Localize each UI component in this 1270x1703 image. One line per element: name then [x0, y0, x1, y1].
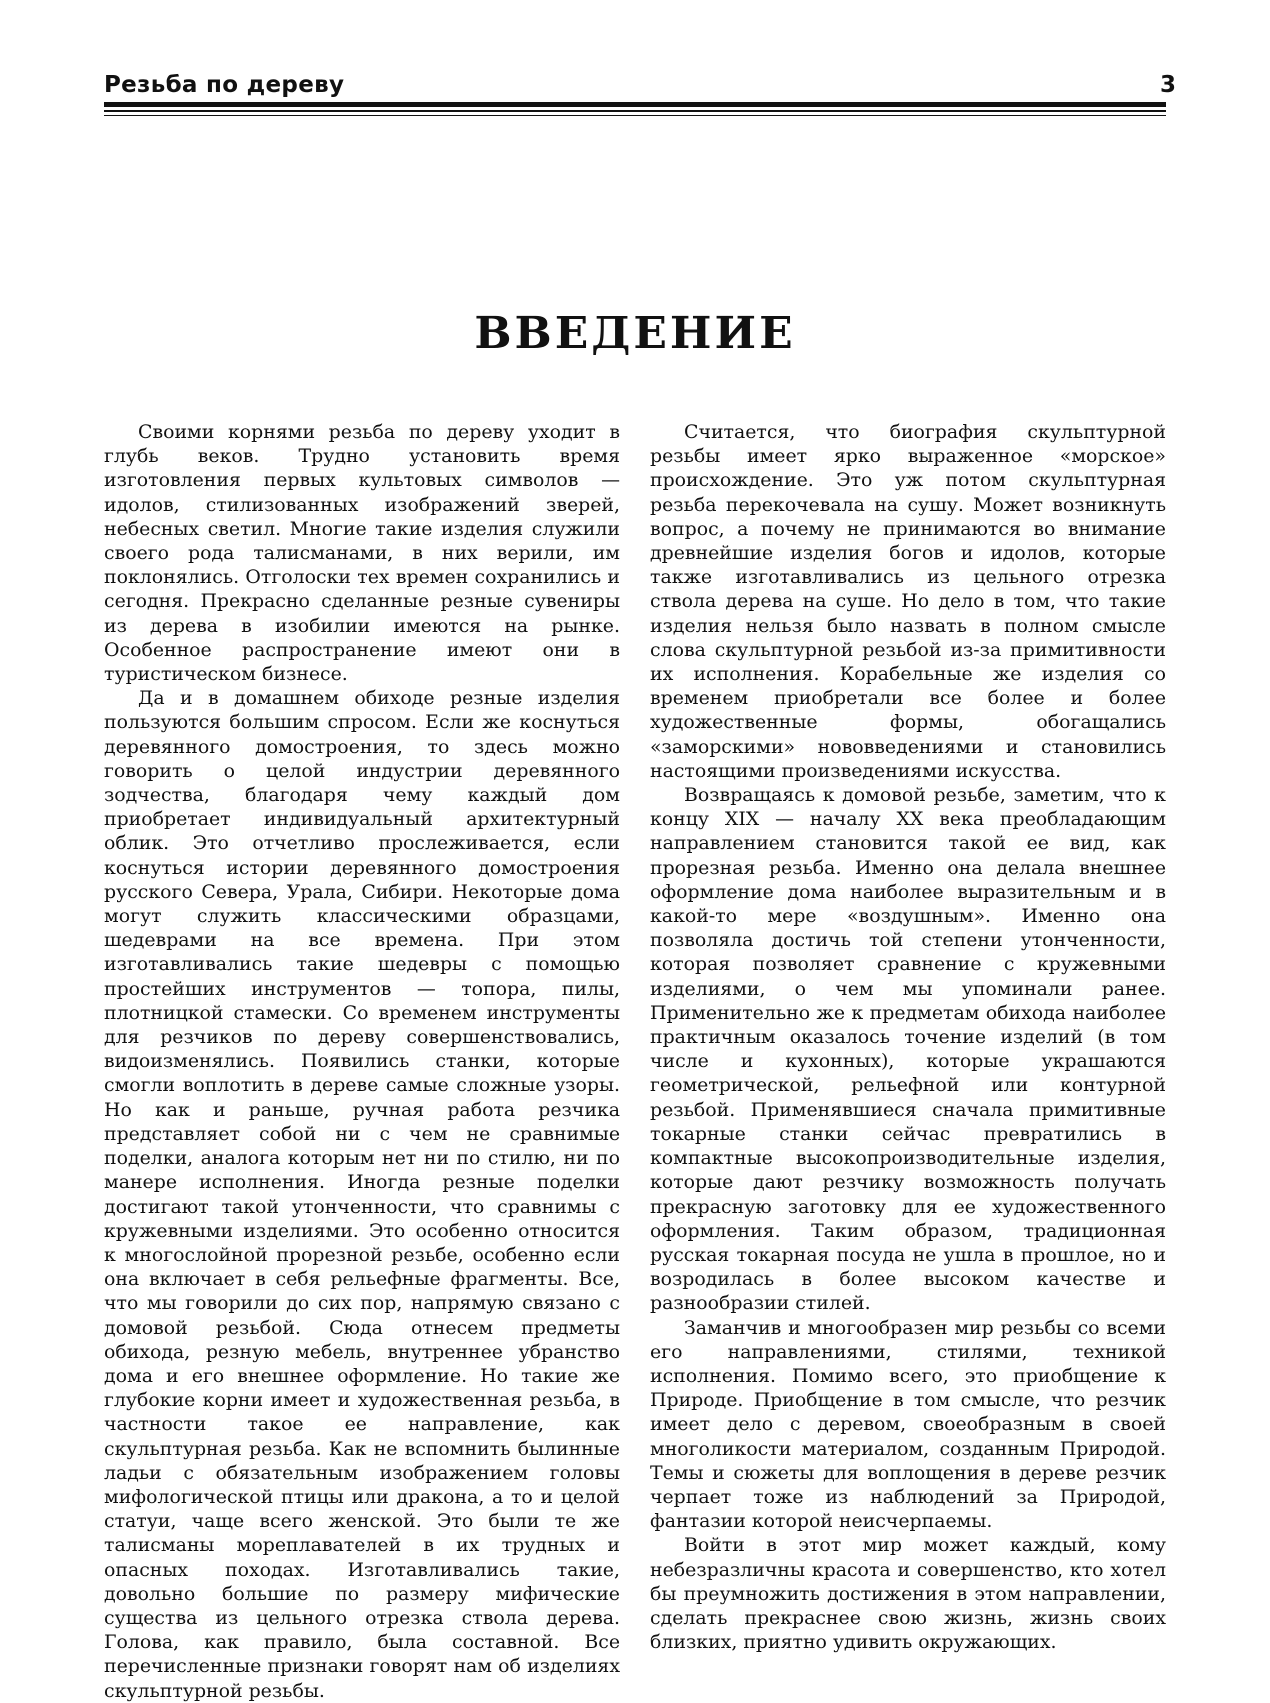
header-rule-thick [104, 102, 1166, 107]
paragraph-1: Своими корнями резьба по дереву уходит в глубь веков. Трудно установить время изготовления первых культовых символов — идолов, стилизованных изображений зверей, небесных светил. Многие такие изделия служили своего рода талисманами, в них верили, им поклонялись. Отголоски тех времен сохранились и сегодня. Прекрасно сделанные резные сувениры из дерева в изобилии имеются на рынке. Особенное распространение имеют они в туристическом бизнесе. [104, 421, 620, 686]
chapter-title: ВВЕДЕНИЕ [474, 308, 796, 359]
header-rule-thin [104, 110, 1166, 112]
paragraph-6: Войти в этот мир может каждый, кому небезразличны красота и совершенство, кто хотел бы преумножить достижения в этом направлении, сделать прекраснее свою жизнь, жизнь своих близких, приятно удивить окружающих. [650, 1534, 1166, 1654]
paragraph-4: Возвращаясь к домовой резьбе, заметим, что к концу XIX — началу XX века преобладающим направлением становится такой ее вид, как прорезная резьба. Именно она делала внешнее оформление дома наиболее выразительным и в какой-то мере «воздушным». Именно она позволяла достичь той степени утонченности, которая позволяет сравнение с кружевными изделиями, о чем мы упоминали ранее. Применительно же к предметам обихода наиболее практичным оказалось точение изделий (в том числе и кухонных), которые украшаются геометрической, рельефной или контурной резьбой. Применявшиеся сначала примитивные токарные станки сейчас превратились в компактные высокопроизводительные изделия, которые дают резчику возможность получать прекрасную заготовку для ее художественного оформления. Таким образом, традиционная русская токарная посуда не ушла в прошлое, но и возродилась в более высоком качестве и разнообразии стилей. [650, 784, 1166, 1315]
running-header [104, 70, 1176, 104]
paragraph-2: Да и в домашнем обиходе резные изделия пользуются большим спросом. Если же коснуться деревянного домостроения, то здесь можно говорить о целой индустрии деревянного зодчества, благодаря чему каждый дом приобретает индивидуальный архитектурный облик. Это отчетливо прослеживается, если коснуться истории деревянного домостроения русского Севера, Урала, Сибири. Некоторые дома могут служить классическими образцами, шедеврами на все времена. При этом изготавливались такие шедевры с помощью простейших инструментов — топора, пилы, плотницкой стамески. Со временем инструменты для резчиков по дереву совершенствовались, видоизменялись. Появились станки, которые смогли воплотить в дереве самые сложные узоры. Но как и раньше, ручная работа резчика представляет собой ни с чем не сравнимые поделки, аналога которым нет ни по стилю, ни по манере исполнения. Иногда резные поделки достигают такой утонченности, что сравнимы с кружевными изделиями. Это особенно относится к многослойной прорезной резьбе, особенно если она включает в себя рельефные фрагменты. Все, что мы говорили до сих пор, напрямую связано с домовой резьбой. Сюда отнесем предметы обихода, резную мебель, внутреннее убранство дома и его внешнее оформление. Но такие же глубокие корни имеет и художественная резьба, в частности такое ее направление, как скульптурная резьба. Как не вспомнить былинные ладьи с обязательным изображением головы мифологической птицы или дракона, а то и целой статуи, чаще всего женской. Это были те же талисманы мореплавателей в их трудных и опасных походах. Изготавливались такие, довольно большие по размеру мифические существа из цельного отрезка ствола дерева. Голова, как правило, была составной. Все перечисленные признаки говорят нам об изделиях скульптурной резьбы. [104, 687, 620, 1702]
page-number: 3 [1159, 72, 1176, 98]
text-column-left [104, 420, 620, 1703]
paragraph-5: Заманчив и многообразен мир резьбы со всеми его направлениями, стилями, техникой исполнения. Помимо всего, это приобщение к Природе. Приобщение в том смысле, что резчик имеет дело с деревом, своеобразным в своей многоликости материалом, созданным Природой. Темы и сюжеты для воплощения в дереве резчик черпает тоже из наблюдений за Природой, фантазии которой неисчерпаемы. [650, 1316, 1166, 1533]
header-rule-hairline [104, 115, 1166, 116]
paragraph-3: Считается, что биография скульптурной резьбы имеет ярко выраженное «морское» происхождение. Это уж потом скульптурная резьба перекочевала на сушу. Может возникнуть вопрос, а почему не принимаются во внимание древнейшие изделия богов и идолов, которые также изготавливались из цельного отрезка ствола дерева на суше. Но дело в том, что такие изделия нельзя было назвать в полном смысле слова скульптурной резьбой из-за примитивности их исполнения. Корабельные же изделия со временем приобретали все более и более художественные формы, обогащались «заморскими» нововведениями и становились настоящими произведениями искусства. [650, 421, 1166, 782]
text-column-right [650, 420, 1166, 1654]
running-header-title: Резьба по дереву [104, 72, 345, 98]
